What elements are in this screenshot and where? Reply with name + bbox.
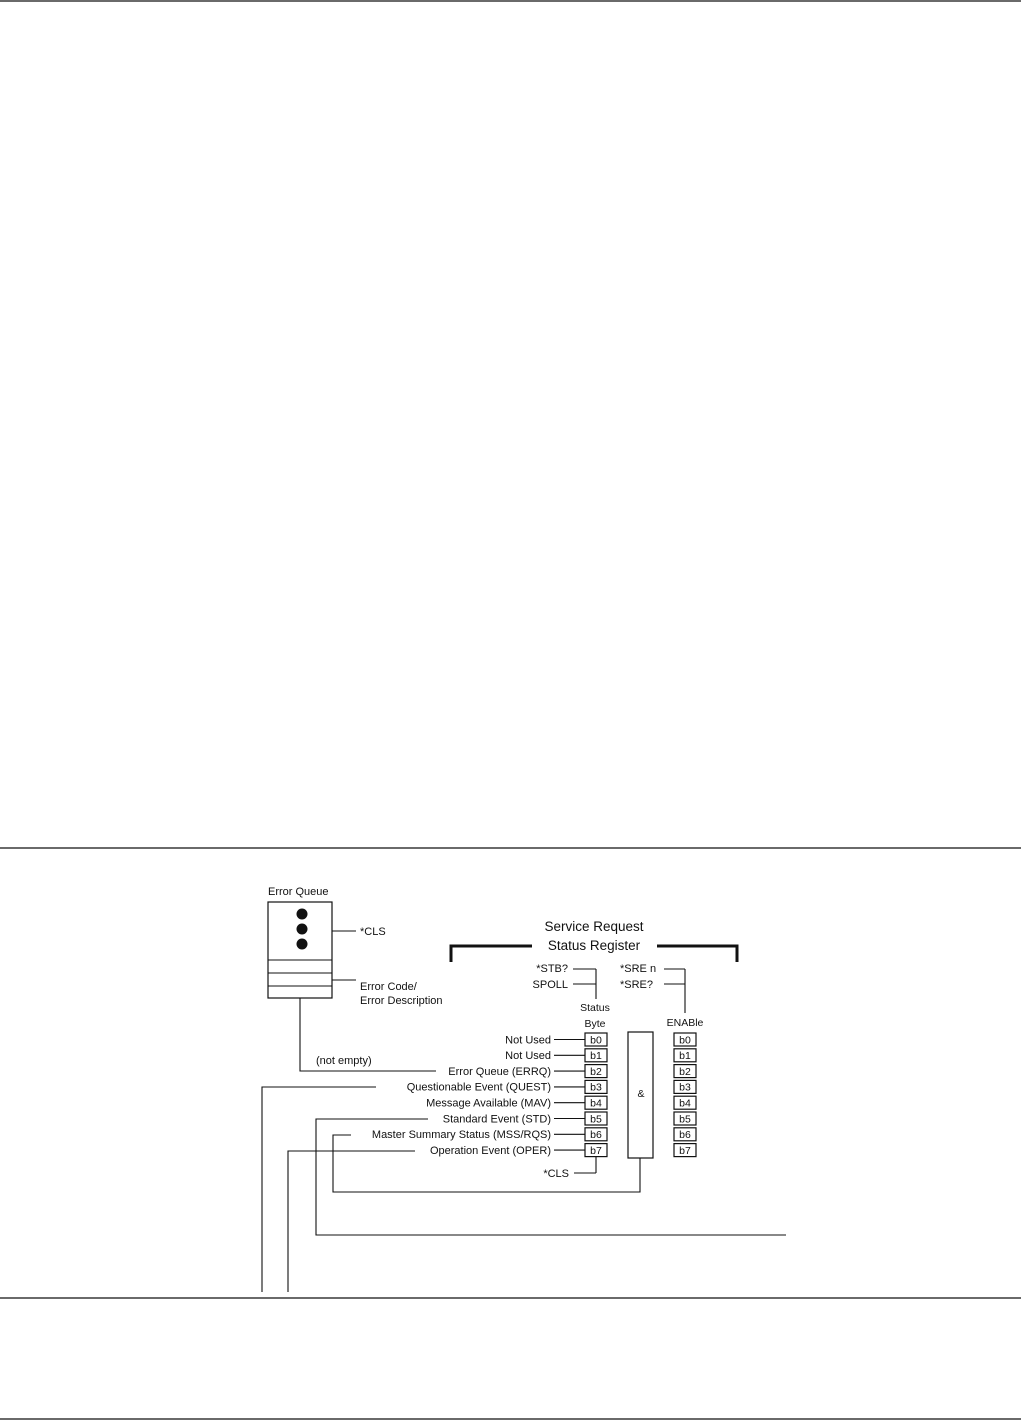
- register-title-line2: Status Register: [547, 938, 641, 953]
- error-entry-label-line2: Error Description: [360, 995, 443, 1007]
- status-byte-bit-name: b4: [590, 1097, 602, 1110]
- status-query-command: *STB?: [536, 963, 568, 975]
- enable-bit-name: b6: [679, 1129, 691, 1142]
- status-byte-clear-command: *CLS: [543, 1168, 569, 1180]
- status-query-command: SPOLL: [532, 979, 568, 991]
- enable-bit-name: b7: [679, 1144, 691, 1157]
- status-byte-bit-label: Operation Event (OPER): [429, 1144, 551, 1157]
- not-empty-label: (not empty): [316, 1055, 372, 1067]
- status-byte-bit-label: Message Available (MAV): [426, 1097, 551, 1110]
- enable-bit-name: b5: [679, 1113, 691, 1126]
- status-byte-bit-label: Standard Event (STD): [442, 1113, 551, 1126]
- status-byte-bit-label: Master Summary Status (MSS/RQS): [371, 1129, 551, 1142]
- status-byte-bit-name: b2: [590, 1065, 602, 1078]
- queue-dot-icon: [297, 924, 308, 935]
- status-byte-bits: [372, 1033, 607, 1157]
- status-byte-bit-name: b5: [590, 1113, 602, 1126]
- status-byte-header-line1: Status: [580, 1002, 610, 1014]
- register-bracket-right: [657, 946, 737, 962]
- status-byte-bit-name: b1: [590, 1050, 602, 1063]
- error-queue-title: Error Queue: [268, 886, 329, 898]
- status-byte-bit-label: Not Used: [505, 1050, 551, 1063]
- enable-command: *SRE n: [620, 963, 657, 975]
- status-byte-bit-name: b3: [590, 1081, 602, 1094]
- enable-bits: [674, 1033, 696, 1157]
- status-byte-header-line2: Byte: [584, 1018, 606, 1030]
- and-gate-symbol: &: [637, 1088, 645, 1100]
- status-byte-bit-label: Questionable Event (QUEST): [406, 1081, 551, 1094]
- enable-bit-name: b4: [679, 1097, 691, 1110]
- queue-dot-icon: [297, 939, 308, 950]
- enable-header: ENABle: [666, 1017, 704, 1029]
- enable-bit-name: b0: [679, 1034, 691, 1047]
- status-byte-bit-label: Error Queue (ERRQ): [448, 1065, 551, 1078]
- status-byte-bit-label: Not Used: [505, 1034, 551, 1047]
- enable-bit-name: b1: [679, 1050, 691, 1063]
- status-byte-bit-name: b7: [590, 1144, 602, 1157]
- enable-command: *SRE?: [620, 979, 654, 991]
- enable-bit-name: b2: [679, 1065, 691, 1078]
- queue-dot-icon: [297, 909, 308, 920]
- questionable-event-line: [262, 1087, 376, 1292]
- register-bracket-left: [451, 946, 532, 962]
- register-title-line1: Service Request: [544, 919, 644, 934]
- operation-event-line: [288, 1151, 415, 1292]
- error-queue-clear-command: *CLS: [360, 926, 386, 938]
- error-entry-label-line1: Error Code/: [360, 981, 417, 993]
- status-byte-bit-name: b6: [590, 1129, 602, 1142]
- status-byte-bit-name: b0: [590, 1034, 602, 1047]
- enable-bit-name: b3: [679, 1081, 691, 1094]
